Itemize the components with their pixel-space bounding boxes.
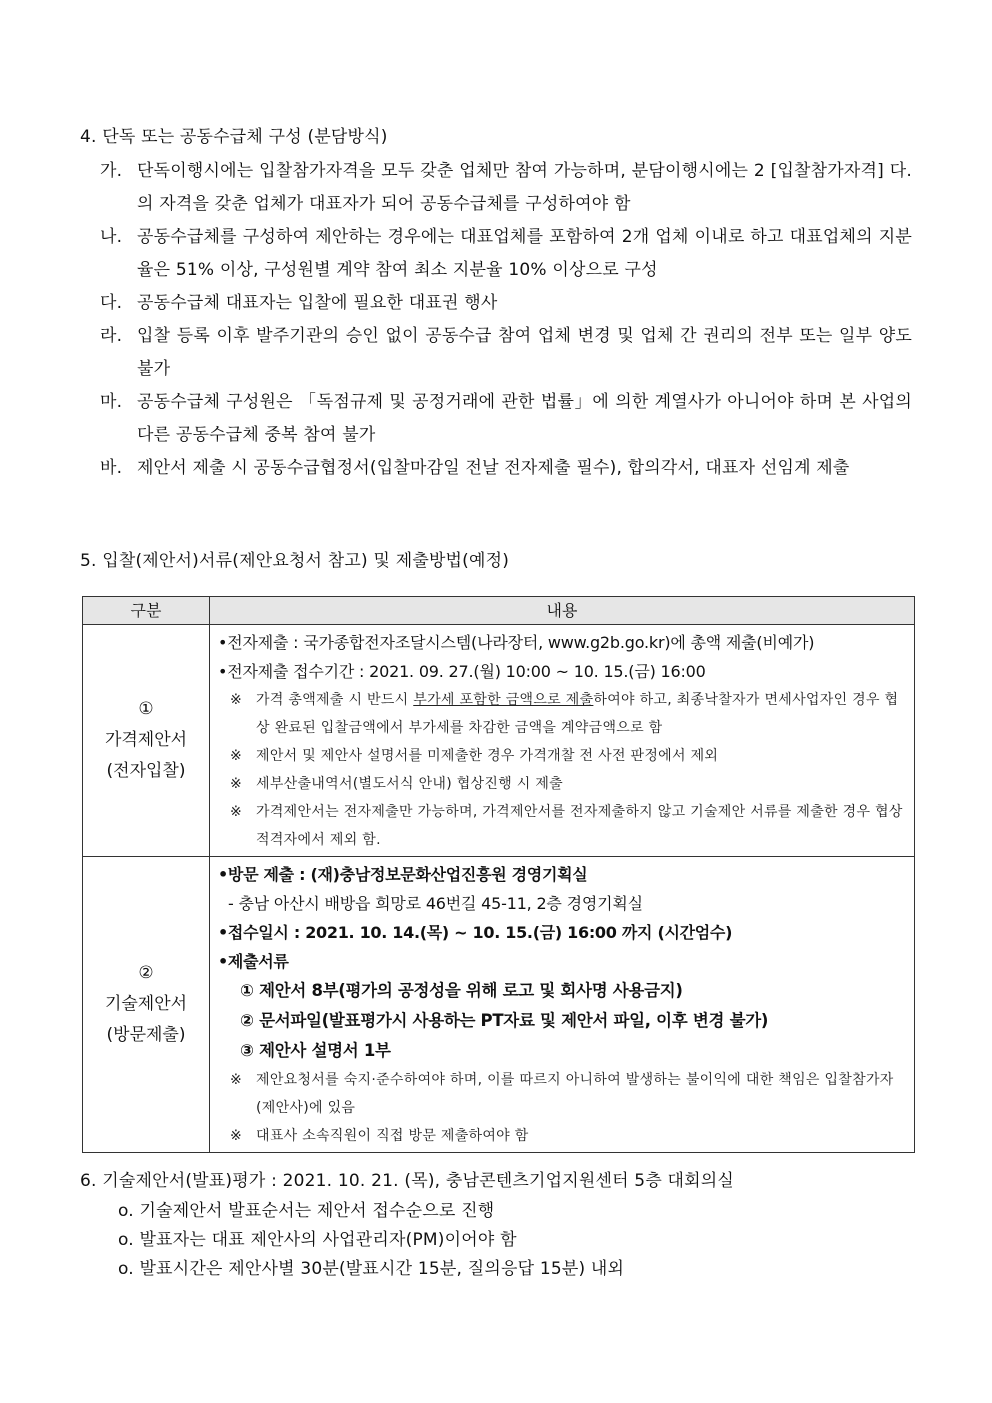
item-text: 제안서 제출 시 공동수급협정서(입찰마감일 전날 전자제출 필수), 합의각서, 대표자 선임계 제출 [137,458,850,478]
item-text: 공동수급체 구성원은 「독점규제 및 공정거래에 관한 법률」에 의한 계열사가 아니어야 하며 본 사업의 다른 공동수급체 중복 참여 불가 [137,392,912,445]
note-text: 가격 총액제출 시 반드시 [256,692,414,708]
note [218,1122,908,1150]
item-text: 공동수급체를 구성하여 제안하는 경우에는 대표업체를 포함하여 2개 업체 이내로 하고 대표업체의 지분율은 51% 이상, 구성원별 계약 참여 최소 지분율 10% 이상으로 구성 [137,227,912,280]
section5-title: 5. 입찰(제안서)서류(제안요청서 참고) 및 제출방법(예정) [80,551,510,571]
category-number: ② [138,963,154,983]
category-name: 기술제안서 [104,994,188,1014]
section4-item-ga [100,155,912,221]
note-underlined-text: 부가세 포함한 금액으로 제출 [413,692,594,708]
section4-title: 4. 단독 또는 공동수급체 구성 (분담방식) [80,127,388,147]
section4-item-da [100,287,912,320]
note-mark: ※ [230,804,243,820]
note [218,686,908,742]
content-cell [210,857,915,1153]
item-mark: 라. [100,326,123,346]
section6-bullet: o. 발표시간은 제안사별 30분(발표시간 15분, 질의응답 15분) 내외 [118,1259,625,1279]
note-mark: ※ [230,748,243,764]
item-mark: 가. [100,161,123,181]
document-item: ① 제안서 8부(평가의 공정성을 위해 로고 및 회사명 사용금지) [240,981,683,1000]
item-mark: 바. [100,458,123,478]
category-cell [83,625,210,857]
category-name: 가격제안서 [104,730,188,750]
item-text: 공동수급체 대표자는 입찰에 필요한 대표권 행사 [137,293,498,313]
note [218,1066,908,1122]
document-item: ③ 제안사 설명서 1부 [240,1041,391,1060]
section6-bullet: o. 발표자는 대표 제안사의 사업관리자(PM)이어야 함 [118,1230,517,1250]
note-text: 대표사 소속직원이 직접 방문 제출하여야 함 [256,1128,529,1144]
table-row [83,625,915,857]
submission-table [82,596,915,1153]
category-cell [83,857,210,1153]
content-line: •전자제출 : 국가종합전자조달시스템(나라장터, www.g2b.go.kr)에 총액 제출(비예가) [218,633,815,652]
note-mark: ※ [230,1072,243,1088]
item-text: 단독이행시에는 입찰참가자격을 모두 갖춘 업체만 참여 가능하며, 분담이행시에는 2 [입찰참가자격] 다.의 자격을 갖춘 업체가 대표자가 되어 공동수급체를 구성하여야 함 [137,161,912,214]
content-line: •접수일시 : 2021. 10. 14.(목) ~ 10. 15.(금) 16:00 까지 (시간엄수) [218,923,733,942]
content-line: •제출서류 [218,952,289,971]
section4-item-ra [100,320,912,386]
note-mark: ※ [230,776,243,792]
document-item: ② 문서파일(발표평가시 사용하는 PT자료 및 제안서 파일, 이후 변경 불가) [240,1011,769,1030]
note-text: 하여야 하고, 최종낙찰자가 면세사업자인 경우 협상 완료된 입찰금액에서 부가세를 차감한 금액을 계약금액으로 함 [256,692,899,736]
table-header-category: 구분 [83,597,210,625]
item-mark: 나. [100,227,123,247]
note-text: 제안요청서를 숙지·준수하여야 하며, 이를 따르지 아니하여 발생하는 불이익에 대한 책임은 입찰참가자(제안사)에 있음 [256,1072,894,1116]
content-line: •전자제출 접수기간 : 2021. 09. 27.(월) 10:00 ~ 10. 15.(금) 16:00 [218,662,706,681]
category-method: (전자입찰) [106,761,186,781]
content-cell [210,625,915,857]
section4-item-ba [100,452,912,485]
section4-item-na [100,221,912,287]
category-method: (방문제출) [106,1025,186,1045]
section6-bullet: o. 기술제안서 발표순서는 제안서 접수순으로 진행 [118,1201,495,1221]
section4-item-ma [100,386,912,452]
note-mark: ※ [230,692,243,708]
note-mark: ※ [230,1128,243,1144]
note [218,798,908,854]
table-header-row [83,597,915,625]
note-text: 가격제안서는 전자제출만 가능하며, 가격제안서를 전자제출하지 않고 기술제안 서류를 제출한 경우 협상적격자에서 제외 함. [256,804,903,848]
note-text: 제안서 및 제안사 설명서를 미제출한 경우 가격개찰 전 사전 판정에서 제외 [256,748,719,764]
note-text: 세부산출내역서(별도서식 안내) 협상진행 시 제출 [256,776,564,792]
item-text: 입찰 등록 이후 발주기관의 승인 없이 공동수급 참여 업체 변경 및 업체 간 권리의 전부 또는 일부 양도 불가 [137,326,912,379]
table-row [83,857,915,1153]
section6-title: 6. 기술제안서(발표)평가 : 2021. 10. 21. (목), 충남콘텐츠기업지원센터 5층 대회의실 [80,1171,735,1191]
item-mark: 마. [100,392,123,412]
content-line: •방문 제출 : (재)충남정보문화산업진흥원 경영기획실 [218,865,588,884]
note [218,742,908,770]
note [218,770,908,798]
item-mark: 다. [100,293,123,313]
table-header-content: 내용 [210,597,915,625]
content-line: - 충남 아산시 배방읍 희망로 46번길 45-11, 2층 경영기획실 [228,894,643,913]
category-number: ① [138,699,154,719]
